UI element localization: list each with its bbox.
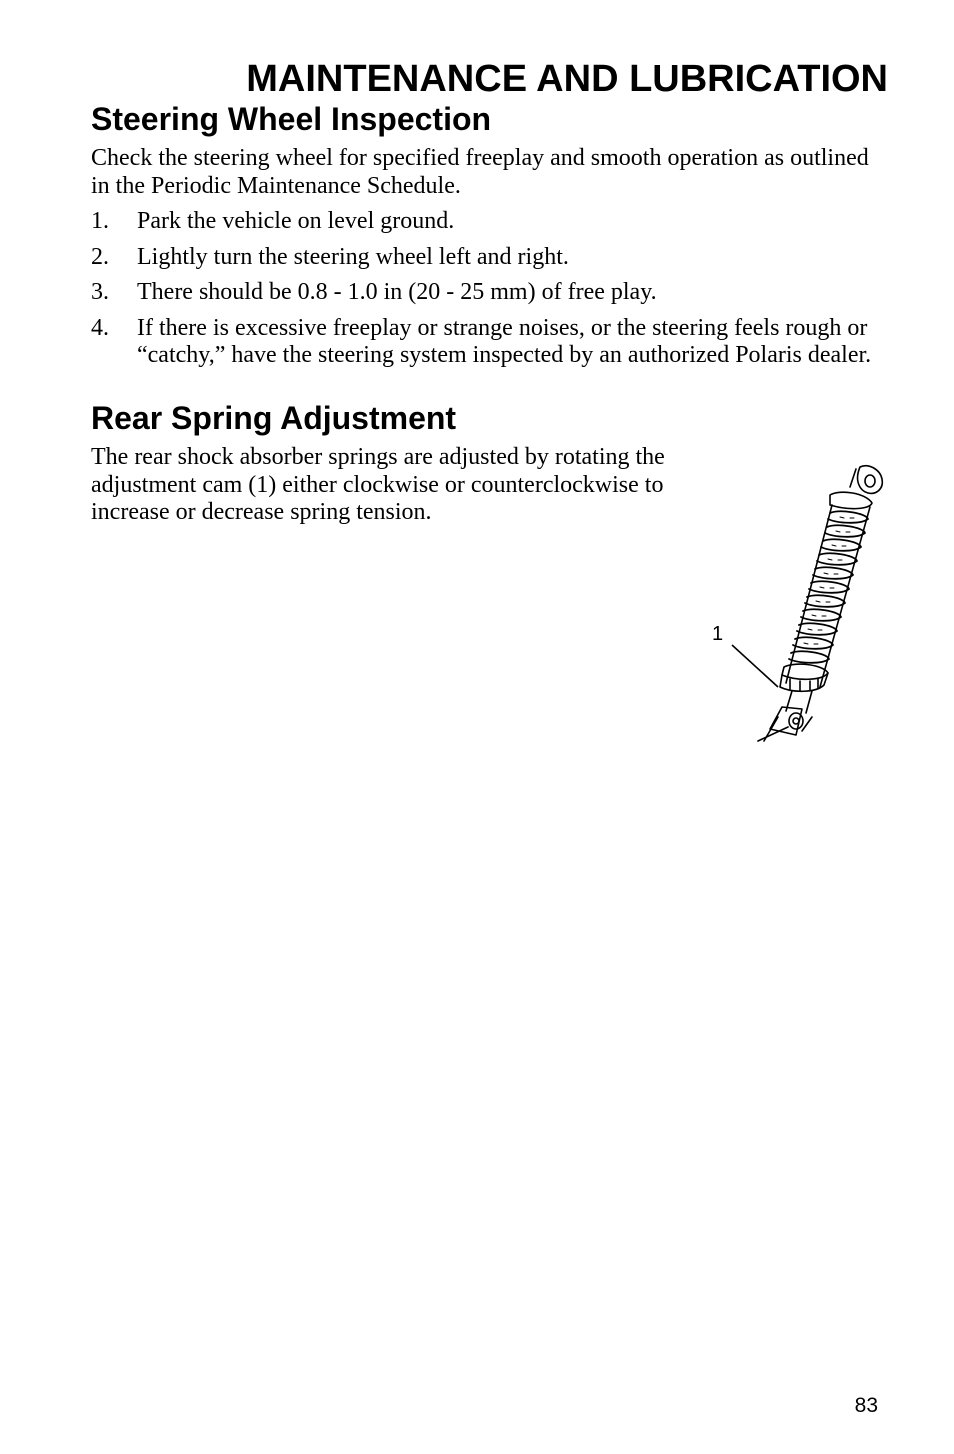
step-text: There should be 0.8 - 1.0 in (20 - 25 mm) of free play. [137, 279, 657, 305]
list-item [91, 208, 891, 236]
steering-intro-paragraph: Check the steering wheel for specified freeplay and smooth operation as outlined in the Periodic Maintenance Schedule. [91, 145, 869, 199]
shock-absorber-illustration [700, 455, 900, 755]
step-text: If there is excessive freeplay or strange noises, or the steering feels rough or “catchy,” have the steering system inspected by an authorized Polaris dealer. [137, 314, 872, 368]
rear-spring-paragraph: The rear shock absorber springs are adjusted by rotating the adjustment cam (1) either clockwise or counterclockwise to increase or decrease spring tension. [91, 444, 665, 525]
list-item [91, 279, 891, 307]
section-heading-steering-wheel-inspection: Steering Wheel Inspection [91, 101, 492, 137]
page-number: 83 [854, 1394, 878, 1417]
step-text: Park the vehicle on level ground. [137, 208, 455, 234]
step-number: 1. [91, 208, 109, 234]
list-item [91, 244, 891, 272]
steering-steps-list [91, 208, 891, 378]
list-item [91, 315, 891, 370]
step-text: Lightly turn the steering wheel left and right. [137, 243, 569, 270]
step-number: 3. [91, 279, 109, 305]
section-heading-rear-spring-adjustment: Rear Spring Adjustment [91, 400, 457, 436]
chapter-title: MAINTENANCE AND LUBRICATION [246, 58, 888, 100]
step-number: 4. [91, 314, 109, 341]
step-number: 2. [91, 243, 109, 270]
callout-label: 1 [712, 623, 724, 645]
